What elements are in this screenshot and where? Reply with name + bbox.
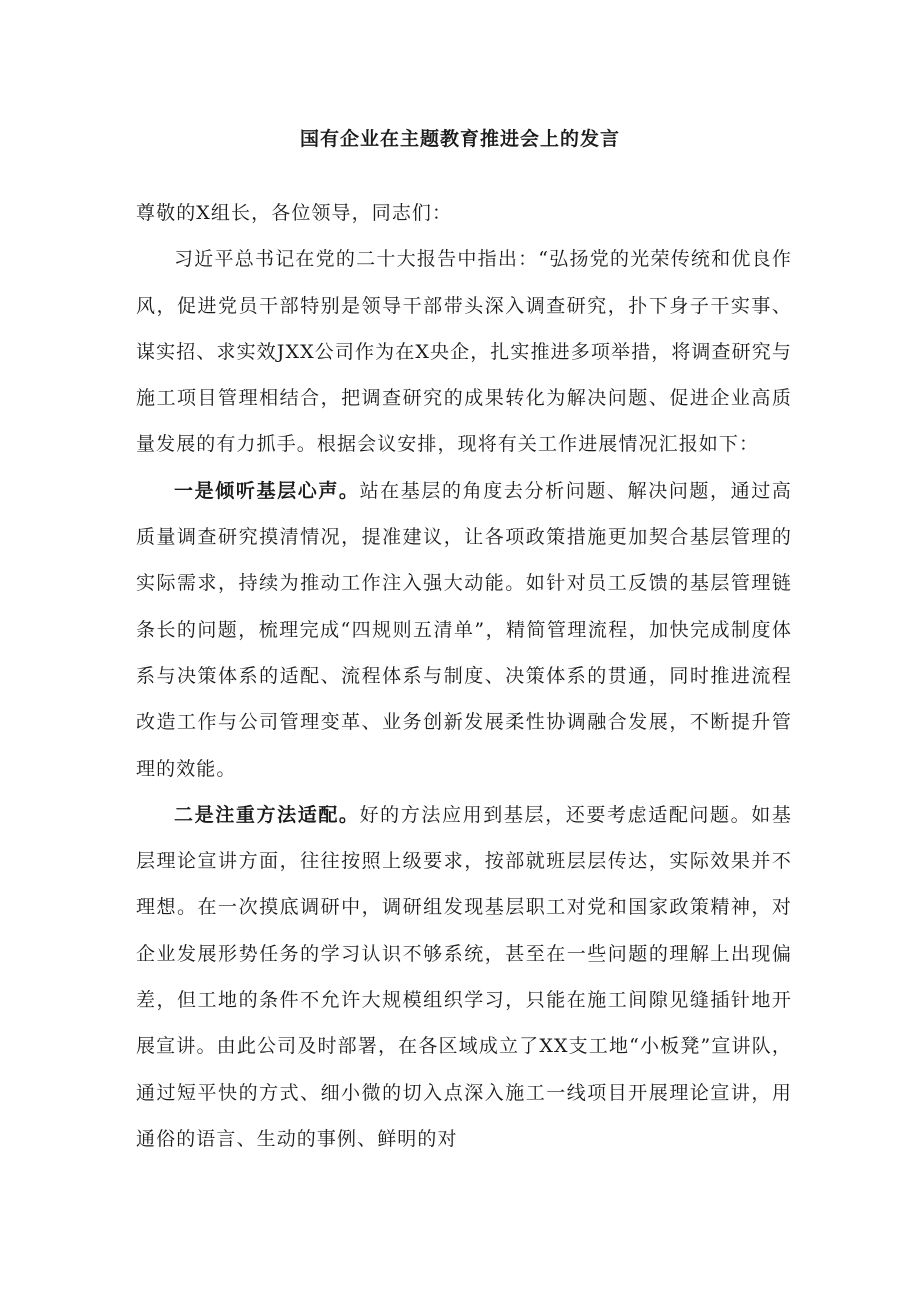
paragraph-text: 站在基层的角度去分析问题、解决问题，通过高质量调查研究摸清情况，提准建议，让各项政策措施更加契合基层管理的实际需求，持续为推动工作注入强大动能。如针对员工反馈的基层管理链条长的问题，梳理完成“四规则五清单”，精简管理流程，加快完成制度体系与决策体系的适配、流程体系与制度、决策体系的贯通，同时推进流程改造工作与公司管理变革、业务创新发展柔性协调融合发展，不断提升管理的效能。 (136, 479, 792, 780)
paragraph-point-one (136, 468, 792, 792)
document-body (136, 190, 792, 1162)
paragraph-point-two (136, 792, 792, 1162)
paragraph-text: 习近平总书记在党的二十大报告中指出：“弘扬党的光荣传统和优良作风，促进党员干部特别是领导干部带头深入调查研究，扑下身子干实事、谋实招、求实效JXX公司作为在X央企，扎实推进多项举措，将调查研究与施工项目管理相结合，把调查研究的成果转化为解决问题、促进企业高质量发展的有力抓手。根据会议安排，现将有关工作进展情况汇报如下： (136, 248, 792, 456)
paragraph-lead: 一是倾听基层心声。 (174, 479, 360, 502)
paragraph-lead: 二是注重方法适配。 (174, 803, 360, 826)
salutation: 尊敬的X组长，各位领导，同志们： (136, 202, 453, 224)
paragraph-intro (136, 236, 792, 467)
paragraph-text: 好的方法应用到基层，还要考虑适配问题。如基层理论宣讲方面，往往按照上级要求，按部就班层层传达，实际效果并不理想。在一次摸底调研中，调研组发现基层职工对党和国家政策精神，对企业发展形势任务的学习认识不够系统，甚至在一些问题的理解上出现偏差，但工地的条件不允许大规模组织学习，只能在施工间隙见缝插针地开展宣讲。由此公司及时部署，在各区域成立了XX支工地“小板凳”宣讲队，通过短平快的方式、细小微的切入点深入施工一线项目开展理论宣讲，用通俗的语言、生动的事例、鲜明的对 (136, 803, 792, 1150)
document-title: 国有企业在主题教育推进会上的发言 (299, 128, 620, 150)
